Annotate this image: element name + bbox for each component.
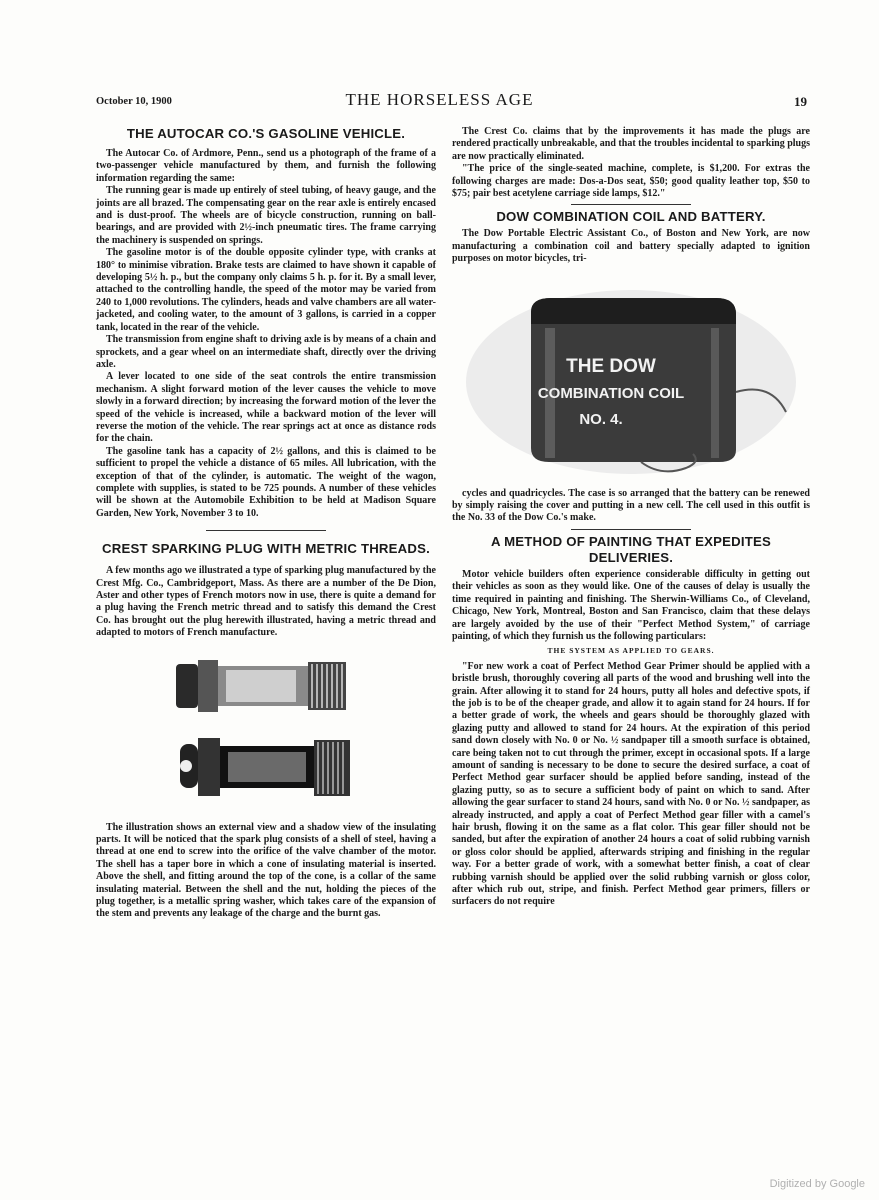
autocar-paragraph: The gasoline motor is of the double opposite cylinder type, with cranks at 180° to minimise vibration. Brake tests are claimed to have shown it capable of developing 5½ h. p., but the company only claims 5 h. p. for it. By a small lever, attached to the controlling handle, the speed of the motor may be varied from 240 to 1,000 revolutions. The cylinders, heads and valve chambers are all water-jacketed, and cooling water, to the amount of 3 gallons, is carried in a copper tank, located in the rear of the vehicle.: [96, 247, 436, 333]
page-header: [0, 90, 879, 114]
painting-paragraph: Motor vehicle builders often experience considerable difficulty in getting out their vehicles as soon as they would like. One of the causes of delay is usually the time required in painting and finishing. The Sherwin-Williams Co., of Cleveland, Chicago, New York, Montreal, Boston and San Francisco, claim that these delays are largely avoided by the use of their "Perfect Method System," of carriage painting, of which they furnish us the following particulars:: [452, 568, 810, 642]
right-column: [452, 126, 810, 909]
section-divider: [571, 529, 691, 530]
magazine-title: THE HORSELESS AGE: [345, 90, 534, 109]
painting-paragraph: "For new work a coat of Perfect Method Gear Primer should be applied with a bristle brush, thoroughly covering all parts of the wood and brushing well into the grain. After allowing it to stand for 24 hours, putty all holes and defective spots, if the job is to be of the cheaper grade, and allow it to again stand for 24 hours. If for a better grade of work, the wheels and gears should be thoroughly glazed with glazing putty and allowed to stand for 24 hours. At the expiration of this period sand down closely with No. 0 or No. ½ sandpaper till a smooth surface is obtained, care being taken not to cut through the primer, except in occasional spots. If a large amount of sanding is necessary to be done to secure the desired surface, a coat of Perfect Method gear surfacer should be applied before sanding, instead of the glazing putty, so as to secure a sufficient body of paint on which to sand. After allowing the gear surfacer to stand 24 hours, sand with No. 0 or No. ½ sandpaper, as already instructed, and apply a coat of Perfect Method gear filler with a camel's hair brush, flowing it on the same as a flat color. This gear filler should not be sanded, but after the expiration of another 24 hours a coat of solid rubbing varnish or gloss color should be applied, afterwards striping and finishing in the regular way. For a better grade of work, with a somewhat better finish, a coat of clear rubbing varnish should be applied over the solid rubbing varnish or gloss color, after which rub out, stripe, and finish. Perfect Method gear primers, fillers or surfacers do not require: [452, 660, 810, 908]
crest-article-title: CREST SPARKING PLUG WITH METRIC THREADS.: [102, 541, 430, 557]
autocar-paragraph: The transmission from engine shaft to driving axle is by means of a chain and sprockets, and a gear wheel on an intermediate shaft, directly over the driving axle.: [96, 334, 436, 370]
autocar-article-title: THE AUTOCAR CO.'S GASOLINE VEHICLE.: [126, 126, 406, 141]
spark-plug-illustration: [166, 652, 366, 812]
coil-label-line: NO. 4.: [579, 410, 623, 428]
spark-plug-external-view: [176, 660, 346, 712]
dow-coil-illustration: [461, 272, 801, 484]
issue-date: October 10, 1900: [96, 96, 172, 107]
autocar-paragraph: The running gear is made up entirely of steel tubing, of heavy gauge, and the joints are all brazed. The compensating gear on the rear axle is entirely encased and is dust-proof. The wheels are of bicycle construction, running on ball-bearings, and are provided with 2½-inch pneumatic tires. The frame carrying the machinery is suspended on springs.: [96, 185, 436, 246]
section-divider: [206, 530, 326, 531]
autocar-paragraph: The gasoline tank has a capacity of 2½ gallons, and this is claimed to be sufficient to propel the vehicle a distance of 65 miles. All lubrication, with the exception of that of the cylinder, is automatic. The weight of the wagon, complete with supplies, is stated to be 725 pounds. A number of these vehicles will be shown at the Automobile Exhibition to be held at Madison Square Garden, New York, November 3 to 10.: [96, 445, 436, 519]
crest-continuation-paragraph: The Crest Co. claims that by the improvements it has made the plugs are rendered practically unbreakable, and that the troubles incidental to sparking plugs are now practically eliminated.: [452, 126, 810, 162]
autocar-paragraph: A lever located to one side of the seat controls the entire transmission mechanism. A slight forward motion of the lever causes the vehicle to move slowly in a forward direction; by increasing the forward motion of the lever the speed of the vehicle is increased, while a backward motion of the lever will reverse the motion of the vehicle. The rear springs act at once as distance rods for the chain.: [96, 371, 436, 445]
autocar-paragraph: The Autocar Co. of Ardmore, Penn., send us a photograph of the frame of a two-passenger vehicle manufactured by them, and furnish the following information regarding the same:: [96, 148, 436, 184]
painting-subheading: THE SYSTEM AS APPLIED TO GEARS.: [547, 646, 715, 656]
dow-article-title: DOW COMBINATION COIL AND BATTERY.: [496, 209, 766, 225]
section-divider: [571, 204, 691, 205]
left-column: [96, 126, 436, 921]
coil-label-line: COMBINATION COIL: [537, 384, 685, 402]
dow-paragraph: cycles and quadricycles. The case is so arranged that the battery can be renewed by simply raising the cover and putting in a new cell. The cell used in this outfit is the No. 33 of the Dow Co.'s make.: [452, 487, 810, 524]
crest-paragraph: A few months ago we illustrated a type of sparking plug manufactured by the Crest Mfg. Co., Cambridgeport, Mass. As there are a number of the De Dion, Aster and other types of French motors now in use, there is quite a demand for a plug having the French metric thread and to satisfy this demand the Crest Co. has brought out the plug herewith illustrated, having a metric thread and adapted to motors of French manufacture.: [96, 565, 436, 639]
page-number: 19: [794, 94, 807, 109]
coil-label-line: THE DOW: [566, 355, 656, 377]
dow-coil-image: [461, 272, 801, 484]
spark-plug-image: [166, 652, 366, 812]
crest-paragraph: The illustration shows an external view and a shadow view of the insulating parts. It will be noticed that the spark plug consists of a shell of steel, having a thread at one end to screw into the orifice of the valve chamber of the motor. The shell has a taper bore in which a cone of insulating material is inserted. Above the shell, and fitting around the top of the cone, is a collar of the same insulating material. Between the shell and the nut, holding the pieces of the plug together, is a metallic spring washer, which takes care of the expansion of the stem and prevents any leakage of the charge and the burnt gas.: [96, 821, 436, 920]
digitized-watermark: Digitized by Google: [769, 1178, 865, 1190]
painting-article-title: A METHOD OF PAINTING THAT EXPEDITES DELIVERIES.: [490, 533, 772, 565]
dow-paragraph: The Dow Portable Electric Assistant Co., of Boston and New York, are now manufacturing a combination coil and battery specially adapted to ignition purposes on motor bicycles, tri-: [452, 228, 810, 265]
crest-continuation-paragraph: "The price of the single-seated machine, complete, is $1,200. For extras the following charges are made: Dos-a-Dos seat, $50; good quality leather top, $50 to $75; pair best acetylene carriage side lamps, $12.": [452, 163, 810, 200]
spark-plug-shadow-view: [180, 738, 350, 796]
